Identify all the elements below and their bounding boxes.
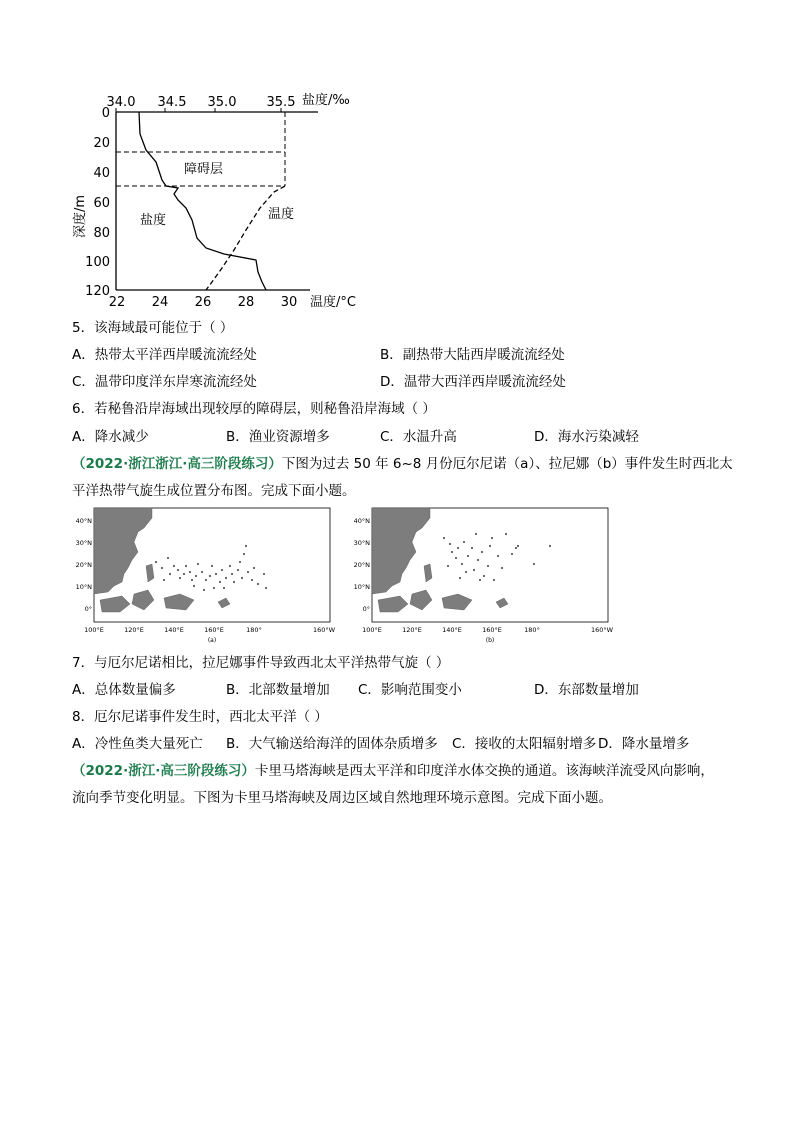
cyclone-dot (183, 573, 185, 575)
top-tick-label: 34.0 (106, 95, 136, 110)
q6-option-a[interactable]: A．降水减少 (72, 429, 149, 445)
q6-option-c[interactable]: C．水温升高 (380, 429, 457, 445)
cyclone-dot (191, 579, 193, 581)
cyclone-dot (487, 565, 489, 567)
cyclone-dot (173, 565, 175, 567)
cyclone-dot (237, 569, 239, 571)
lat-label: 0° (84, 605, 92, 613)
cyclone-dot (211, 565, 213, 567)
top-axis-label: 盐度/‰ (302, 93, 350, 108)
lat-label: 10°N (353, 583, 370, 591)
cyclone-dot (223, 587, 225, 589)
cyclone-dot (459, 577, 461, 579)
depth-tick-label: 120 (85, 284, 110, 299)
cyclone-dot (189, 571, 191, 573)
cyclone-dot (205, 579, 207, 581)
cyclone-dot (155, 561, 157, 563)
cyclone-dot (185, 565, 187, 567)
q5-stem: 5．该海域最可能位于（ ） (72, 320, 234, 336)
q5-option-a[interactable]: A．热带太平洋西岸暖流流经处 (72, 347, 257, 363)
cyclone-map-la-nina (353, 506, 628, 646)
cyclone-dot (457, 547, 459, 549)
bottom-tick-label: 22 (108, 295, 126, 310)
map-caption: (a) (207, 637, 217, 644)
q7-option-a[interactable]: A．总体数量偏多 (72, 682, 176, 698)
depth-tick-label: 60 (93, 196, 110, 211)
q8-option-a[interactable]: A．冷性鱼类大量死亡 (72, 736, 203, 752)
salinity-curve (139, 112, 266, 290)
lon-label: 160°E (204, 626, 224, 634)
lat-label: 30°N (75, 539, 92, 547)
cyclone-dot (491, 537, 493, 539)
cyclone-dot (265, 587, 267, 589)
cyclone-dot (231, 573, 233, 575)
cyclone-map-el-nino (75, 506, 336, 646)
cyclone-dot (465, 571, 467, 573)
bottom-tick-label: 28 (237, 295, 255, 310)
depth-tick-label: 0 (101, 106, 110, 121)
cyclone-dot (257, 583, 259, 585)
q6-option-b[interactable]: B．渔业资源增多 (226, 429, 330, 445)
cyclone-dot (515, 547, 517, 549)
intro2-line2: 平洋热带气旋生成位置分布图。完成下面小题。 (72, 483, 356, 499)
cyclone-dot (161, 567, 163, 569)
cyclone-dot (195, 575, 197, 577)
cyclone-dot (475, 533, 477, 535)
intro3-text1: 卡里马塔海峡是西太平洋和印度洋水体交换的通道。该海峡洋流受风向影响， (254, 763, 714, 779)
cyclone-dot (215, 573, 217, 575)
lat-label: 30°N (353, 539, 370, 547)
cyclone-dot (471, 547, 473, 549)
q5-option-c[interactable]: C．温带印度洋东岸寒流流经处 (72, 374, 257, 390)
intro3-source: （2022·浙江·高三阶段练习） (72, 763, 255, 779)
cyclone-dot (451, 551, 453, 553)
map-caption: (b) (485, 637, 495, 644)
cyclone-dot (243, 553, 245, 555)
lon-label: 160°E (482, 626, 502, 634)
cyclone-dot (193, 585, 195, 587)
cyclone-dot (219, 581, 221, 583)
lat-label: 40°N (75, 517, 92, 525)
lon-label: 180° (246, 626, 262, 634)
cyclone-dot (241, 577, 243, 579)
cyclone-dot (477, 559, 479, 561)
lon-label: 160°W (312, 626, 336, 634)
q8-option-c[interactable]: C．接收的太阳辐射增多 (452, 736, 597, 752)
depth-tick-label: 100 (85, 255, 110, 270)
cyclone-dot (169, 573, 171, 575)
cyclone-dot (473, 569, 475, 571)
cyclone-dot (163, 579, 165, 581)
cyclone-dot (517, 545, 519, 547)
cyclone-dot (225, 577, 227, 579)
intro2-source: （2022·浙江浙江·高三阶段练习） (72, 456, 282, 472)
cyclone-dot (455, 557, 457, 559)
cyclone-dot (463, 541, 465, 543)
lat-label: 20°N (75, 561, 92, 569)
q8-option-b[interactable]: B．大气输送给海洋的固体杂质增多 (226, 736, 438, 752)
cyclone-dot (479, 579, 481, 581)
q6-option-d[interactable]: D．海水污染减轻 (534, 429, 639, 445)
cyclone-dot (443, 537, 445, 539)
cyclone-dot (449, 543, 451, 545)
cyclone-dot (167, 557, 169, 559)
lon-label: 160°W (590, 626, 614, 634)
lat-label: 20°N (353, 561, 370, 569)
q7-option-c[interactable]: C．影响范围变小 (358, 682, 462, 698)
cyclone-dot (247, 571, 249, 573)
depth-tick-label: 40 (93, 166, 110, 181)
top-tick-label: 34.5 (157, 95, 187, 110)
bottom-tick-label: 24 (151, 295, 169, 310)
cyclone-dot (501, 567, 503, 569)
cyclone-dot (179, 577, 181, 579)
intro3-line2: 流向季节变化明显。下图为卡里马塔海峡及周边区域自然地理环境示意图。完成下面小题。 (72, 790, 612, 806)
cyclone-dot (245, 545, 247, 547)
cyclone-dot (251, 579, 253, 581)
cyclone-dot (213, 587, 215, 589)
bottom-tick-label: 30 (280, 295, 298, 310)
q7-option-b[interactable]: B．北部数量增加 (226, 682, 330, 698)
salinity-temperature-figure (70, 88, 370, 310)
lat-label: 10°N (75, 583, 92, 591)
temperature-label: 温度 (268, 207, 295, 222)
cyclone-dot (177, 569, 179, 571)
cyclone-dot (467, 555, 469, 557)
lon-label: 100°E (84, 626, 104, 634)
cyclone-dot (203, 589, 205, 591)
lon-label: 100°E (362, 626, 382, 634)
q5-option-d[interactable]: D．温带大西洋西岸暖流流经处 (380, 374, 566, 390)
intro2-text1: 下图为过去 50 年 6~8 月份厄尔尼诺（a）、拉尼娜（b）事件发生时西北太 (281, 456, 733, 472)
barrier-layer-label: 障碍层 (184, 162, 224, 177)
cyclone-dot (447, 565, 449, 567)
cyclone-dot (197, 563, 199, 565)
lon-label: 120°E (124, 626, 144, 634)
bottom-axis-label: 温度/°C (310, 295, 356, 310)
lon-label: 140°E (164, 626, 184, 634)
depth-tick-label: 80 (93, 226, 110, 241)
q8-stem: 8．厄尔尼诺事件发生时，西北太平洋（ ） (72, 709, 328, 725)
cyclone-dot (221, 569, 223, 571)
cyclone-dot (533, 563, 535, 565)
cyclone-dot (263, 573, 265, 575)
q6-stem: 6．若秘鲁沿岸海域出现较厚的障碍层，则秘鲁沿岸海域（ ） (72, 401, 436, 417)
lon-label: 180° (524, 626, 540, 634)
bottom-tick-label: 26 (194, 295, 212, 310)
depth-tick-label: 20 (93, 136, 110, 151)
q7-option-d[interactable]: D．东部数量增加 (534, 682, 639, 698)
cyclone-dot (201, 571, 203, 573)
cyclone-dot (497, 555, 499, 557)
cyclone-dot (253, 567, 255, 569)
top-tick-label: 35.5 (266, 95, 296, 110)
top-tick-label: 35.0 (207, 95, 237, 110)
cyclone-dot (239, 561, 241, 563)
cyclone-dot (209, 575, 211, 577)
cyclone-dot (481, 551, 483, 553)
cyclone-dot (549, 545, 551, 547)
cyclone-dot (493, 579, 495, 581)
lon-label: 140°E (442, 626, 462, 634)
cyclone-dot (489, 545, 491, 547)
cyclone-dot (505, 533, 507, 535)
q7-stem: 7．与厄尔尼诺相比，拉尼娜事件导致西北太平洋热带气旋（ ） (72, 655, 450, 671)
intro3-line1 (72, 762, 714, 780)
depth-axis-label: 深度/m (73, 194, 88, 238)
lat-label: 40°N (353, 517, 370, 525)
cyclone-dot (233, 581, 235, 583)
intro2-line1 (72, 455, 733, 473)
q8-option-d[interactable]: D．降水量增多 (598, 736, 690, 752)
temperature-curve (206, 186, 285, 290)
cyclone-dot (229, 565, 231, 567)
cyclone-dot (483, 575, 485, 577)
salinity-label: 盐度 (140, 213, 167, 228)
cyclone-dot (461, 563, 463, 565)
cyclone-dot (511, 553, 513, 555)
q5-option-b[interactable]: B．副热带大陆西岸暖流流经处 (380, 347, 565, 363)
lon-label: 120°E (402, 626, 422, 634)
lat-label: 0° (362, 605, 370, 613)
